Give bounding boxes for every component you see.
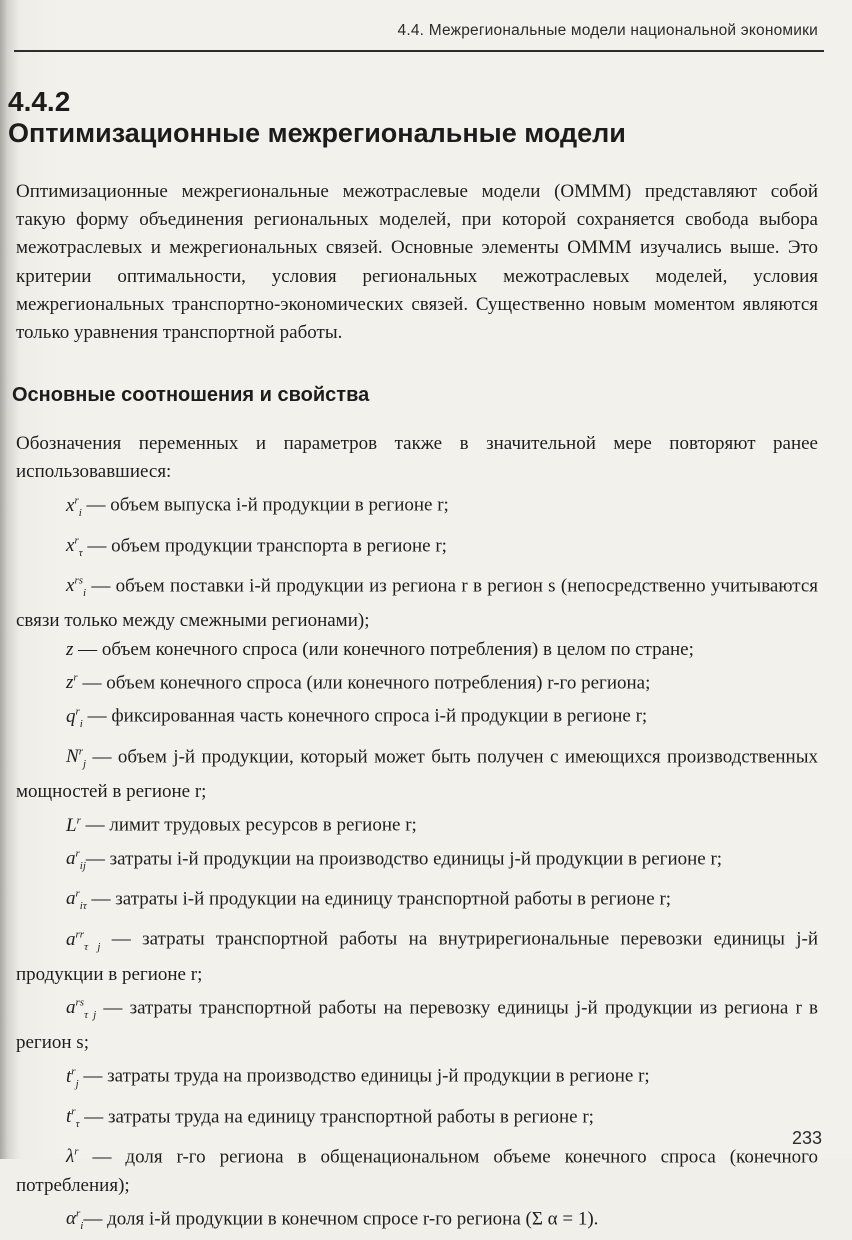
definition-item — [16, 636, 818, 664]
definition-text: — объем продукции транспорта в регионе r; — [82, 535, 447, 557]
definition-text: — затраты транспортной работы на перевозку единицы j-й продукции из региона r в регион s; — [16, 997, 818, 1054]
definition-item — [16, 1057, 818, 1097]
definition-item — [16, 989, 818, 1058]
running-head: 4.4. Межрегиональные модели национальной экономики — [397, 22, 818, 39]
definition-symbol: z — [66, 638, 74, 660]
definition-symbol: $a^{rr}_{\tau j}$ — [66, 928, 101, 953]
subsection-title: Основные соотношения и свойства — [12, 384, 370, 406]
definition-item — [16, 1138, 818, 1200]
definitions-list — [16, 486, 818, 1240]
definition-text: — доля i-й продукции в конечном спросе r-го региона (Σ α = 1). — [83, 1208, 599, 1230]
definition-symbol: $t^r_j$ — [66, 1065, 79, 1090]
definition-text: — объем j-й продукции, который может быть получен с имеющихся производственных мощностей в регионе r; — [16, 745, 818, 802]
definition-symbol: $a^r_{ij}$ — [66, 847, 86, 872]
definition-symbol: $x^r_\tau$ — [66, 534, 83, 559]
definition-text: — затраты i-й продукции на единицу транспортной работы в регионе r; — [86, 888, 672, 910]
definition-item — [16, 527, 818, 567]
section-title: Оптимизационные межрегиональные модели — [8, 118, 626, 148]
section-number: 4.4.2 — [8, 86, 71, 117]
definition-text: — затраты транспортной работы на внутрирегиональные перевозки единицы j-й продукции в регионе r; — [16, 928, 818, 985]
definition-item — [16, 567, 818, 636]
definition-symbol: $\lambda^r$ — [66, 1146, 79, 1168]
definition-item — [16, 806, 818, 840]
definition-symbol: $x^{rs}_i$ — [66, 575, 87, 600]
definition-symbol: $\alpha^r_i$ — [66, 1207, 84, 1232]
definition-symbol: $a^{rs}_{\tau j}$ — [66, 996, 97, 1022]
definition-symbol: $t^r_\tau$ — [66, 1105, 80, 1130]
definition-item — [16, 738, 818, 807]
definition-item — [16, 1200, 818, 1240]
definition-text: — затраты труда на производство единицы j-й продукции в регионе r; — [78, 1065, 650, 1087]
definition-item — [16, 697, 818, 737]
definition-item — [16, 840, 818, 880]
definition-item — [16, 664, 818, 698]
definition-symbol: $x^r_i$ — [66, 494, 82, 519]
header-rule — [14, 50, 824, 52]
definition-text: — объем конечного спроса (или конечного потребления) r-го региона; — [77, 672, 651, 694]
definition-text: — объем конечного спроса (или конечного потребления) в целом по стране; — [73, 638, 694, 660]
definition-item — [16, 880, 818, 920]
definition-symbol: $a^r_{i\tau}$ — [66, 888, 87, 913]
definition-symbol: $z^r$ — [66, 671, 78, 694]
definition-text: — затраты труда на единицу транспортной работы в регионе r; — [79, 1106, 594, 1128]
definitions-lead: Обозначения переменных и параметров также в значительной мере повторяют ранее использовавшиеся: — [16, 433, 818, 483]
intro-paragraph: Оптимизационные межрегиональные межотраслевые модели (ОММM) представляют собой такую форму объединения региональных моделей, при которой сохраняется свобода выбора межотраслевых и межрегиональных связей. Основные элементы ОММM изучались выше. Это критерии оптимальности, условия региональных межотраслевых моделей, условия межрегиональных транспортно-экономических связей. Существенно новым моментом являются только уравнения транспортной работы. — [16, 181, 818, 344]
definition-symbol: $q^r_i$ — [66, 705, 83, 730]
definition-symbol: $N^r_j$ — [66, 745, 87, 770]
definition-text: — затраты i-й продукции на производство единицы j-й продукции в регионе r; — [85, 848, 723, 870]
definition-item — [16, 486, 818, 526]
definition-text: — доля r-го региона в общенациональном объеме конечного спроса (конечного потребления); — [16, 1146, 818, 1196]
definition-text: — объем выпуска i-й продукции в регионе r; — [81, 494, 449, 516]
definitions-block — [16, 430, 818, 1240]
page-number: 233 — [791, 1128, 822, 1148]
definition-symbol: $L^r$ — [66, 814, 81, 836]
definition-text: — фиксированная часть конечного спроса i-й продукции в регионе r; — [82, 705, 648, 727]
definition-text: — объем поставки i-й продукции из региона r в регион s (непосредственно учитываются связи только между смежными регионами); — [16, 575, 818, 632]
definition-item — [16, 1098, 818, 1138]
definition-item — [16, 920, 818, 989]
definition-text: — лимит трудовых ресурсов в регионе r; — [80, 814, 417, 836]
